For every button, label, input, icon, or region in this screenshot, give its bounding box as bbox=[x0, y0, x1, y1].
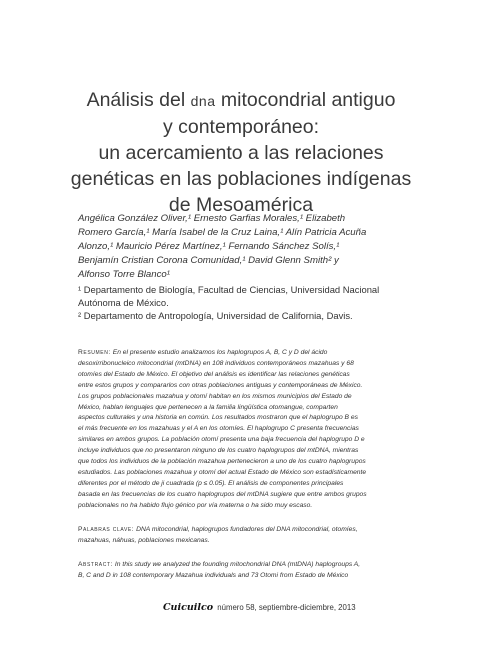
affiliation-line: ¹ Departamento de Biología, Facultad de Ciencias, Universidad Nacional bbox=[78, 284, 380, 295]
abstract-spanish bbox=[78, 348, 412, 512]
author-line: Angélica González Oliver,¹ Ernesto Garfias Morales,¹ Elizabeth bbox=[78, 213, 346, 224]
title-line-3: un acercamiento a las relaciones bbox=[98, 142, 384, 165]
abstract-first-line: Resumen: En el presente estudio analizamos los haplogrupos A, B, C y D del ácido bbox=[78, 349, 328, 356]
author-line: Romero García,¹ María Isabel de la Cruz Laina,¹ Alín Patricia Acuña bbox=[78, 227, 367, 238]
english-abstract-line: B, C and D in 108 contemporary Mazahua individuals and 73 Otomi from Estado de México bbox=[78, 571, 349, 579]
abstract-line: que todos los individuos de la población mazahua pertenecieron a uno de los cuatro haplogrupos bbox=[78, 458, 366, 466]
abstract-line: aspectos culturales y una historia en común. Los resultados mostraron que el haplogrupo B es bbox=[78, 414, 358, 422]
author-line: Alfonso Torre Blanco¹ bbox=[78, 269, 170, 280]
abstract-line: desoxirribonucleico mitocondrial (mtDNA) en 108 individuos contemporáneos mazahuas y 68 bbox=[78, 359, 354, 367]
english-abstract-first-line: Abstract: In this study we analyzed the founding mitochondrial DNA (mtDNA) haplogroups A, bbox=[78, 561, 361, 568]
issue-info: número 58, septiembre-diciembre, 2013 bbox=[217, 603, 356, 612]
abstract-line: estudiados. Las poblaciones mazahua y otomí del actual Estado de México son estadísticamente bbox=[78, 468, 367, 476]
abstract-line: Los grupos poblacionales mazahua y otomí habitan en los mismos municipios del Estado de bbox=[78, 392, 352, 400]
abstract-line: entre estos grupos y compararlos con otras poblaciones antiguas y contemporáneas de México. bbox=[78, 381, 363, 389]
keywords-label: Palabras clave: bbox=[78, 526, 135, 533]
abstract-line: incluye individuos que no presentaron ninguno de los cuatro haplogrupos del mtDNA, mientras bbox=[78, 447, 359, 455]
abstract-line: similares en ambos grupos. La población otomí presenta una baja frecuencia del haplogrupo D e bbox=[78, 436, 365, 444]
author-line: Benjamín Cristian Corona Comunidad,¹ David Glenn Smith² y bbox=[78, 255, 339, 266]
page-footer bbox=[163, 602, 413, 613]
author-line: Alonzo,¹ Mauricio Pérez Martínez,¹ Fernando Sánchez Solís,¹ bbox=[78, 241, 340, 252]
abstract-line: el más frecuente en los mazahuas y el A en los otomíes. El haplogrupo C presenta frecuencias bbox=[78, 425, 359, 433]
keywords-line: mazahuas, náhuas, poblaciones mexicanas. bbox=[78, 536, 210, 544]
paper-title bbox=[60, 87, 422, 218]
abstract-english bbox=[78, 560, 412, 582]
english-abstract-label: Abstract: bbox=[78, 561, 114, 568]
affiliation-line: ² Departamento de Antropología, Universidad de California, Davis. bbox=[78, 310, 353, 321]
author-list bbox=[78, 212, 418, 282]
affiliation-line: Autónoma de México. bbox=[78, 297, 169, 308]
title-line-1: Análisis del dna mitocondrial antiguo bbox=[86, 89, 396, 112]
keywords bbox=[78, 525, 412, 547]
abstract-line: poblacionales no ha habido flujo génico por vía materna o ha sido muy escaso. bbox=[78, 501, 313, 509]
abstract-line: México, hablan lenguajes que pertenecen a la familia lingüística otomangue, comparten bbox=[78, 403, 338, 411]
title-line-4: genéticas en las poblaciones indígenas bbox=[70, 168, 412, 191]
title-line-5: de Mesoamérica bbox=[168, 194, 314, 217]
abstract-label: Resumen: bbox=[78, 349, 111, 356]
title-line-2: y contemporáneo: bbox=[162, 116, 320, 139]
affiliations bbox=[78, 283, 418, 322]
abstract-line: diferentes por el método de ji cuadrada (p ≤ 0.05). El análisis de componentes principales bbox=[78, 479, 344, 487]
abstract-line: otomíes del Estado de México. El objetivo del análisis es identificar las relaciones genéticas bbox=[78, 370, 350, 378]
journal-logo: Cuicuilco bbox=[163, 602, 214, 613]
abstract-line: basada en las frecuencias de los cuatro haplogrupos del mtDNA sugiere que entre ambos grupos bbox=[78, 490, 367, 498]
keywords-first-line: Palabras clave: DNA mitocondrial, haplogrupos fundadores del DNA mitocondrial, otomíes, bbox=[78, 526, 358, 533]
